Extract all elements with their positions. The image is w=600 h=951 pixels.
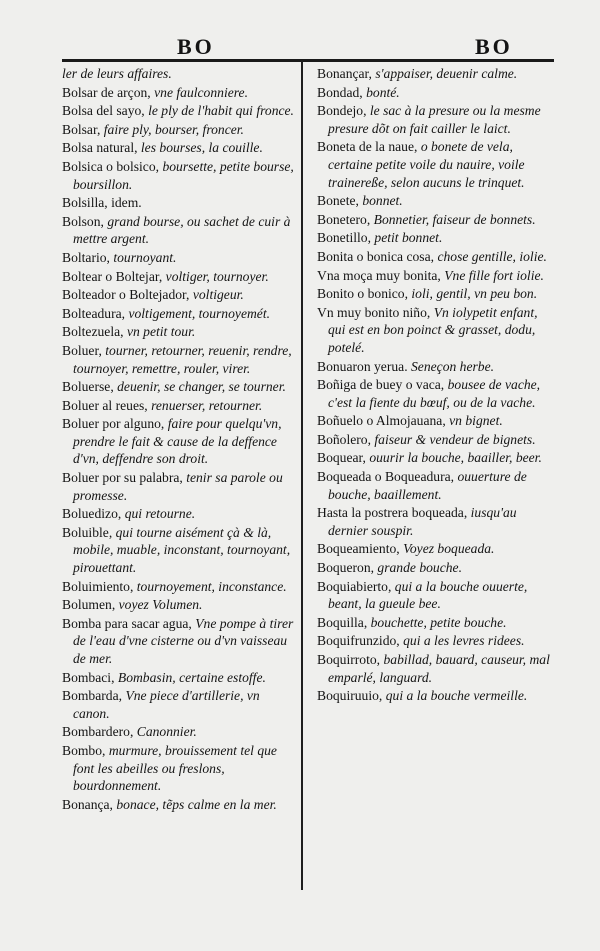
entry-headword: Bondejo, <box>317 103 370 119</box>
entry-definition: tournoyement, inconstance. <box>136 578 287 594</box>
dictionary-entry <box>317 578 553 613</box>
dictionary-entry <box>317 229 553 247</box>
entry-headword: Boqueron, <box>317 560 378 576</box>
entry-headword: Bonete, <box>317 193 363 209</box>
entry-headword: Boluer, <box>62 342 106 358</box>
entry-definition: tourner, retourner, reuenir, rendre, tournoyer, remettre, rouler, virer. <box>73 342 292 376</box>
entry-definition: bousee de vache, c'est la fiente du bœuf, ou de la vache. <box>328 377 541 410</box>
entry-definition: qui a la bouche ouuerte, beant, la gueule bee. <box>328 578 528 612</box>
left-column <box>62 65 296 814</box>
dictionary-entry <box>62 323 296 341</box>
dictionary-entry <box>62 415 296 468</box>
entry-headword: Boñolero, <box>317 431 375 447</box>
entry-headword: Bombaci, <box>62 669 118 685</box>
entry-definition: qui retourne. <box>124 506 196 522</box>
dictionary-entry <box>62 378 296 396</box>
dictionary-entry <box>317 248 553 266</box>
entry-headword: Bonuaron yerua. <box>317 358 411 374</box>
entry-definition: Vn iolypetit enfant, qui est en bon poinct & grasset, dodu, potelé. <box>328 304 538 355</box>
entry-definition: les bourses, la couille. <box>140 140 263 156</box>
entry-definition: Vne pompe à tirer de l'eau d'vne cisterne ou d'vn vaisseau de mer. <box>73 615 294 666</box>
entry-headword: Boluerse, <box>62 379 118 395</box>
dictionary-entry <box>317 267 553 285</box>
dictionary-entry <box>317 540 553 558</box>
dictionary-entry <box>62 194 296 212</box>
entry-headword: Vna moça muy bonita, <box>317 267 445 283</box>
header-rule <box>62 59 554 62</box>
entry-definition: qui a la bouche vermeille. <box>385 688 528 704</box>
entry-headword: Boneta de la naue, <box>317 139 421 155</box>
entry-headword: Bonetillo, <box>317 230 375 246</box>
dictionary-entry <box>62 102 296 120</box>
entry-headword: Bolumen, <box>62 597 119 613</box>
entry-headword: Boltear o Boltejar, <box>62 268 166 284</box>
entry-headword: Bolteadura, <box>62 305 129 321</box>
entry-definition: faire pour quelqu'vn, prendre le fait & cause de la deffence d'vn, deffendre son droit. <box>73 416 282 467</box>
dictionary-entry <box>317 211 553 229</box>
dictionary-entry <box>62 121 296 139</box>
entry-headword: Boñiga de buey o vaca, <box>317 377 448 393</box>
entry-definition: qui tourne aisément çà & là, mobile, muable, inconstant, tournoyant, pirouettant. <box>73 524 291 576</box>
entry-definition: Bombasin, certaine estoffe. <box>117 669 266 685</box>
dictionary-entry <box>62 397 296 415</box>
entry-definition: boursette, petite bourse, boursillon. <box>73 158 294 192</box>
dictionary-entry <box>317 65 553 83</box>
dictionary-entry <box>62 596 296 614</box>
entry-headword: Boñuelo o Almojauana, <box>317 413 450 429</box>
dictionary-entry <box>62 687 296 722</box>
entry-definition: grand bourse, ou sachet de cuir à mettre argent. <box>73 213 291 247</box>
dictionary-entry <box>317 468 553 503</box>
dictionary-entry <box>62 796 296 814</box>
entry-headword: Bonetero, <box>317 211 374 227</box>
entry-headword: Bombo, <box>62 742 109 758</box>
entry-headword: Boluer al reues, <box>62 397 152 413</box>
entry-definition: ioli, gentil, vn peu bon. <box>411 286 538 302</box>
entry-definition: chose gentille, iolie. <box>437 248 547 264</box>
entry-headword: Vn muy bonito niño, <box>317 304 434 320</box>
dictionary-entry <box>62 286 296 304</box>
entry-headword: Boquiabierto, <box>317 578 395 594</box>
entry-definition: vn bignet. <box>449 413 503 429</box>
entry-headword: Bolsar de arçon, <box>62 84 155 100</box>
entry-definition: vn petit tour. <box>126 324 196 340</box>
entry-headword: Boluible, <box>62 524 116 540</box>
entry-definition: Voyez boqueada. <box>403 541 495 557</box>
entry-headword: Bonançar, <box>317 66 376 81</box>
entry-definition: Canonnier. <box>136 724 197 740</box>
dictionary-entry <box>62 342 296 377</box>
dictionary-entry <box>317 559 553 577</box>
entry-definition: tenir sa parole ou promesse. <box>73 470 283 503</box>
entry-headword: Bolsar, <box>62 121 104 137</box>
entry-definition: le sac à la presure ou la mesme presure dõt on fait cailler le laict. <box>328 103 541 136</box>
entry-definition: faire ply, bourser, froncer. <box>103 121 244 137</box>
dictionary-entry <box>317 632 553 650</box>
header-right-label: BO <box>475 34 513 59</box>
dictionary-entry <box>317 102 553 137</box>
entry-definition: ler de leurs affaires. <box>62 66 172 81</box>
right-column <box>317 65 553 706</box>
entry-headword: Bonança, <box>62 796 117 812</box>
dictionary-entry <box>317 358 553 376</box>
entry-headword: Boltezuela, <box>62 324 127 340</box>
entry-headword: Boluimiento, <box>62 578 137 594</box>
dictionary-entry <box>317 614 553 632</box>
entry-definition: grande bouche. <box>377 560 462 576</box>
dictionary-entry <box>62 742 296 795</box>
entry-definition: bonté. <box>366 84 400 100</box>
dictionary-entry <box>317 412 553 430</box>
entry-definition: le ply de l'habit qui fronce. <box>148 103 294 119</box>
dictionary-entry <box>317 431 553 449</box>
dictionary-entry <box>62 524 296 577</box>
entry-definition: faiseur & vendeur de bignets. <box>374 431 536 447</box>
entry-definition: iusqu'au dernier souspir. <box>328 505 517 538</box>
entry-headword: Bolteador o Boltejador, <box>62 287 193 303</box>
entry-definition: murmure, brouissement tel que font les abeilles ou freslons, bourdonnement. <box>73 742 277 794</box>
entry-definition: babillad, bauard, causeur, mal emparlé, languard. <box>328 652 550 685</box>
entry-definition: petit bonnet. <box>374 230 443 246</box>
entry-headword: Bolson, <box>62 213 108 229</box>
entry-headword: Boquilla, <box>317 614 371 630</box>
dictionary-entry <box>317 687 553 705</box>
dictionary-entry <box>62 84 296 102</box>
entry-headword: Bolsa natural, <box>62 140 141 156</box>
dictionary-entry <box>317 192 553 210</box>
entry-definition: tournoyant. <box>113 249 177 265</box>
entry-headword: Bolsa del sayo, <box>62 103 149 119</box>
entry-definition: vne faulconniere. <box>154 84 248 100</box>
entry-headword: Bondad, <box>317 84 367 100</box>
dictionary-entry <box>317 449 553 467</box>
entry-definition: Bonnetier, faiseur de bonnets. <box>373 211 536 227</box>
entry-definition: ouuerture de bouche, baaillement. <box>328 469 527 502</box>
dictionary-entry <box>62 213 296 248</box>
dictionary-entry <box>317 84 553 102</box>
dictionary-entry <box>317 651 553 686</box>
dictionary-entry <box>317 285 553 303</box>
entry-headword: Boqueada o Boqueadura, <box>317 469 458 485</box>
dictionary-entry <box>62 139 296 157</box>
entry-definition: voltiger, tournoyer. <box>165 268 269 284</box>
entry-definition: qui a les levres ridees. <box>403 633 525 649</box>
entry-definition: voltigeur. <box>192 287 244 303</box>
dictionary-entry <box>317 504 553 539</box>
entry-definition: ouurir la bouche, baailler, beer. <box>369 450 542 466</box>
entry-headword: Boluer por su palabra, <box>62 470 187 486</box>
entry-headword: Bomba para sacar agua, <box>62 615 196 631</box>
dictionary-entry <box>62 65 296 83</box>
entry-headword: Bonito o bonico, <box>317 286 412 302</box>
entry-definition: voyez Volumen. <box>118 597 203 613</box>
running-header <box>62 28 554 62</box>
entry-headword: Bolsilla, idem. <box>62 195 142 211</box>
dictionary-entry <box>317 376 553 411</box>
dictionary-entry <box>62 158 296 193</box>
entry-definition: voltigement, tournoyemét. <box>128 305 270 321</box>
entry-headword: Boqueamiento, <box>317 541 404 557</box>
dictionary-entry <box>62 268 296 286</box>
dictionary-entry <box>317 304 553 357</box>
entry-definition: deuenir, se changer, se tourner. <box>117 379 286 395</box>
entry-headword: Boluer por alguno, <box>62 416 168 432</box>
entry-definition: Vne piece d'artillerie, vn canon. <box>73 688 260 721</box>
entry-definition: o bonete de vela, certaine petite voile du nauire, voile trainereße, selon aucuns le trinquet. <box>328 139 525 190</box>
entry-definition: s'appaiser, deuenir calme. <box>375 66 518 81</box>
entry-headword: Bolsica o bolsico, <box>62 158 163 174</box>
dictionary-entry <box>62 305 296 323</box>
entry-definition: bonnet. <box>362 193 403 209</box>
entry-definition: renuerser, retourner. <box>151 397 263 413</box>
entry-headword: Boquifrunzido, <box>317 633 404 649</box>
dictionary-entry <box>62 669 296 687</box>
entry-headword: Bombarda, <box>62 688 126 704</box>
dictionary-entry <box>62 249 296 267</box>
entry-headword: Boluedizo, <box>62 506 125 522</box>
entry-definition: bonace, tẽps calme en la mer. <box>116 796 277 812</box>
column-divider <box>301 60 303 890</box>
dictionary-entry <box>62 505 296 523</box>
header-left-label: BO <box>177 34 215 59</box>
entry-headword: Bonita o bonica cosa, <box>317 248 438 264</box>
entry-definition: Vne fille fort iolie. <box>444 267 544 283</box>
dictionary-entry <box>62 578 296 596</box>
entry-headword: Boltario, <box>62 249 114 265</box>
entry-headword: Boquirroto, <box>317 652 384 667</box>
entry-definition: Seneçon herbe. <box>411 358 495 374</box>
dictionary-entry <box>62 723 296 741</box>
entry-headword: Hasta la postrera boqueada, <box>317 505 471 521</box>
dictionary-entry <box>317 138 553 191</box>
entry-headword: Boquiruuio, <box>317 688 386 704</box>
dictionary-entry <box>62 615 296 668</box>
dictionary-entry <box>62 469 296 504</box>
entry-definition: bouchette, petite bouche. <box>370 614 507 630</box>
entry-headword: Bombardero, <box>62 724 137 740</box>
entry-headword: Boquear, <box>317 450 370 466</box>
